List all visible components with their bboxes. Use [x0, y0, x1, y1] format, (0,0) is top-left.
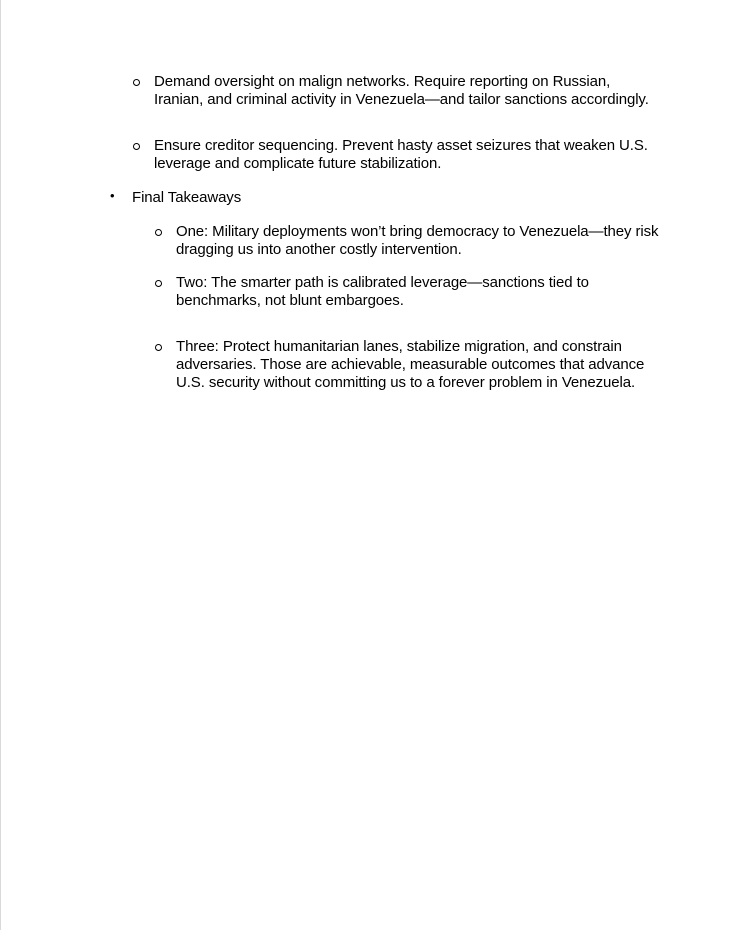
takeaway-text: Three: Protect humanitarian lanes, stabilize migration, and constrain adversaries. Those are achievable, measurable outcomes that advance U.S. security without committing us to a forever problem in Venezuela.	[176, 338, 645, 391]
list-item	[155, 274, 665, 310]
takeaway-text: One: Military deployments won’t bring democracy to Venezuela—they risk dragging us into another costly intervention.	[176, 223, 659, 258]
list-item	[133, 137, 663, 173]
hollow-bullet-icon	[155, 344, 162, 351]
hollow-bullet-icon	[155, 280, 162, 287]
hollow-bullet-icon	[133, 79, 140, 86]
bullet-icon: •	[110, 188, 115, 203]
list-item-text: Demand oversight on malign networks. Require reporting on Russian, Iranian, and criminal activity in Venezuela—and tailor sanctions accordingly.	[154, 73, 649, 108]
section-heading: Final Takeaways	[132, 189, 242, 206]
list-item	[133, 73, 663, 109]
page-edge	[0, 0, 1, 930]
list-item	[155, 223, 665, 259]
takeaway-text: Two: The smarter path is calibrated leverage—sanctions tied to benchmarks, not blunt embargoes.	[176, 274, 589, 309]
hollow-bullet-icon	[155, 229, 162, 236]
bullet-item-final-takeaways	[110, 189, 410, 207]
list-item-text: Ensure creditor sequencing. Prevent hasty asset seizures that weaken U.S. leverage and complicate future stabilization.	[154, 137, 648, 172]
hollow-bullet-icon	[133, 143, 140, 150]
list-item	[155, 338, 665, 392]
